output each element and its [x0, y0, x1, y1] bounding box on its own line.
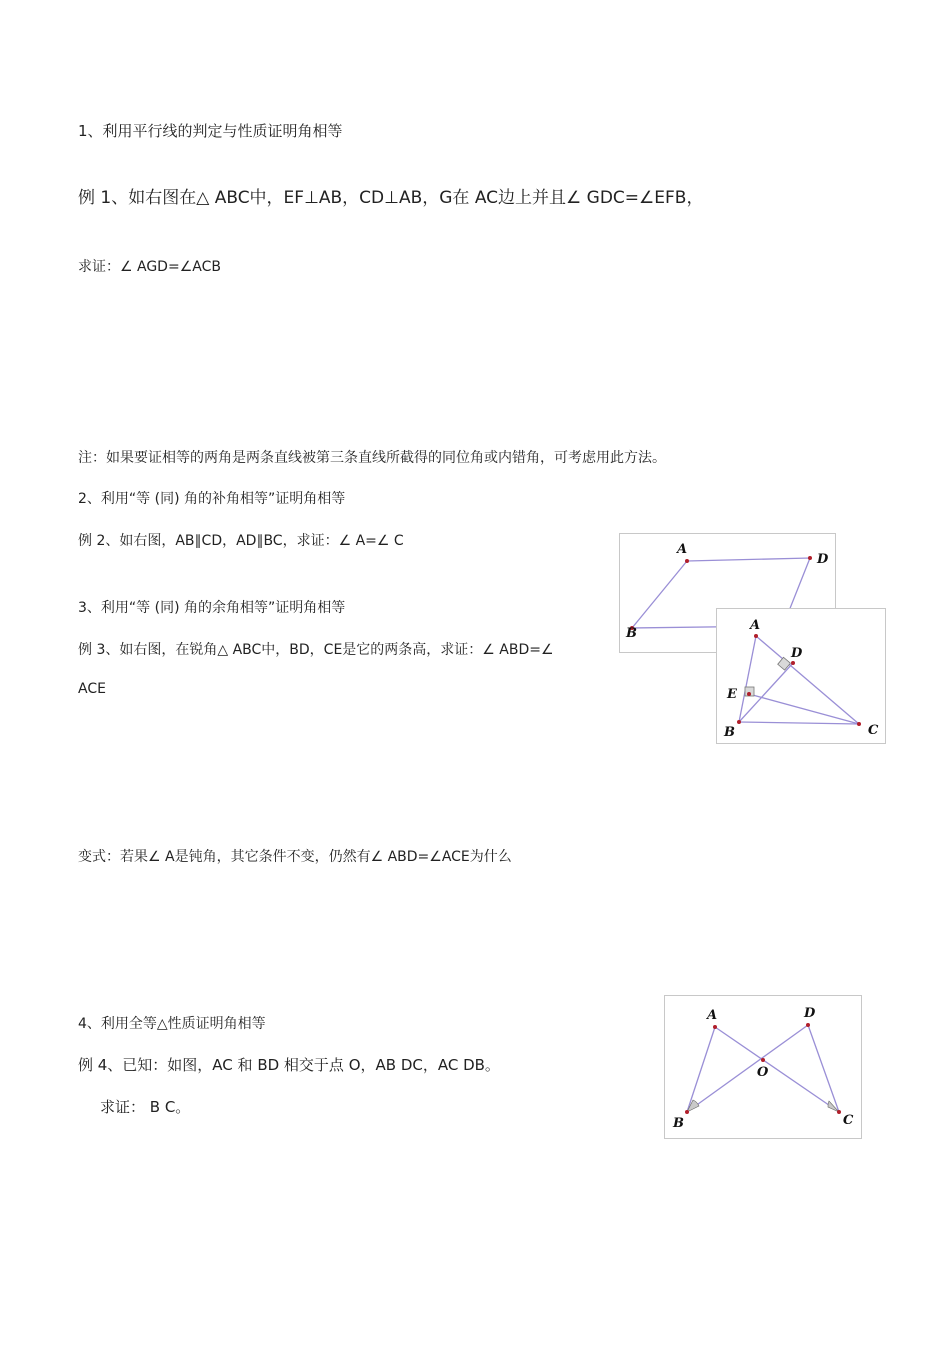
side-bc [739, 722, 859, 724]
label-a: A [707, 1008, 718, 1023]
label-d: D [804, 1006, 816, 1021]
side-ac [756, 636, 859, 724]
label-a: A [677, 542, 688, 557]
example3-text-line2: ACE [78, 681, 106, 697]
section2-heading: 2、利用“等 (同) 角的补角相等”证明角相等 [78, 491, 346, 507]
acute-triangle-figure [716, 608, 886, 744]
point-a [685, 559, 689, 563]
label-a: A [750, 618, 761, 633]
crossing-triangles-figure [664, 995, 862, 1139]
example2-text: 例 2、如右图，AB∥CD，AD∥BC，求证：∠ A=∠ C [78, 533, 404, 549]
label-b: B [724, 725, 735, 740]
altitude-ce [749, 694, 859, 724]
label-d: D [791, 646, 803, 661]
point-b [737, 720, 741, 724]
segment-ac [715, 1027, 839, 1112]
point-a [754, 634, 758, 638]
label-d: D [817, 552, 829, 567]
example3-text-line1: 例 3、如右图，在锐角△ ABC中，BD，CE是它的两条高，求证：∠ ABD=∠ [78, 642, 554, 658]
segment-bd [687, 1025, 808, 1112]
section4-heading: 4、利用全等△性质证明角相等 [78, 1016, 266, 1032]
label-e: E [727, 687, 737, 702]
point-b [685, 1110, 689, 1114]
point-o [761, 1058, 765, 1062]
point-d [791, 661, 795, 665]
example1-prove: 求证：∠ AGD=∠ACB [78, 259, 221, 275]
side-ab [687, 1027, 715, 1112]
example4-prove: 求证： B C。 [100, 1098, 191, 1116]
label-b: B [626, 626, 637, 641]
section1-heading: 1、利用平行线的判定与性质证明角相等 [78, 122, 343, 140]
side-dc [808, 1025, 839, 1112]
point-d [806, 1023, 810, 1027]
point-c [837, 1110, 841, 1114]
label-b: B [673, 1116, 684, 1131]
label-c: C [868, 723, 879, 738]
note-text: 注：如果要证相等的两角是两条直线被第三条直线所截得的同位角或内错角，可考虑用此方法。 [78, 450, 666, 466]
point-a [713, 1025, 717, 1029]
point-d [808, 556, 812, 560]
section3-heading: 3、利用“等 (同) 角的余角相等”证明角相等 [78, 600, 346, 616]
point-c [857, 722, 861, 726]
example4-text: 例 4、已知：如图，AC 和 BD 相交于点 O，AB DC，AC DB。 [78, 1056, 500, 1074]
side-ab [739, 636, 756, 722]
example1-text: 例 1、如右图在△ ABC中，EF⊥AB，CD⊥AB，G在 AC边上并且∠ GDC=∠EFB， [78, 188, 704, 208]
point-e [747, 692, 751, 696]
label-o: O [757, 1065, 769, 1080]
variant-text: 变式：若果∠ A是钝角，其它条件不变，仍然有∠ ABD=∠ACE为什么 [78, 849, 512, 865]
label-c: C [843, 1113, 854, 1128]
